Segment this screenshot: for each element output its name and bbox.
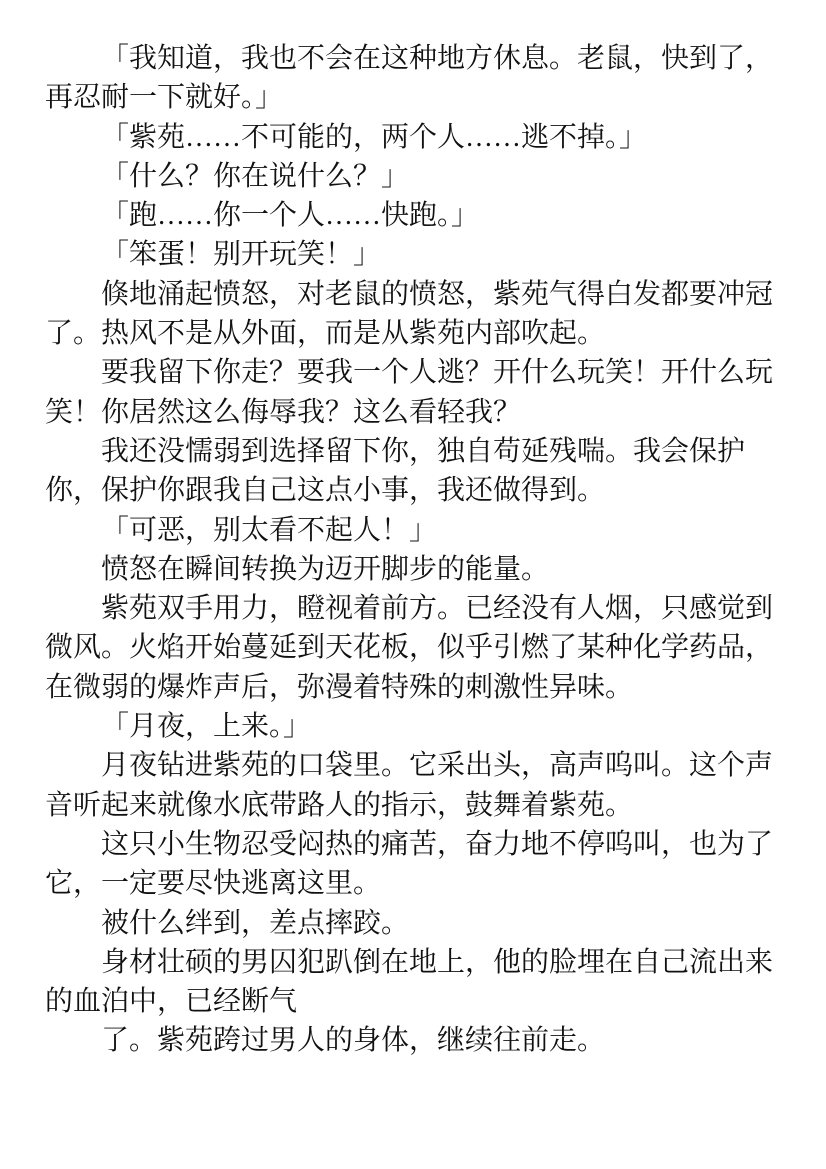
paragraph: 月夜钻进紫苑的口袋里。它采出头，高声呜叫。这个声音听起来就像水底带路人的指示，鼓舞着紫苑。 bbox=[45, 750, 774, 821]
paragraph: 被什么绊到，差点摔跤。 bbox=[101, 907, 410, 939]
paragraph: 「紫苑……不可能的，两个人……逃不掉。」 bbox=[101, 121, 648, 153]
paragraph: 「可恶，别太看不起人！」 bbox=[101, 514, 438, 546]
paragraph: 「什么？你在说什么？」 bbox=[101, 160, 410, 192]
paragraph: 要我留下你走？要我一个人逃？开什么玩笑！开什么玩笑！你居然这么侮辱我？这么看轻我？ bbox=[45, 357, 774, 428]
paragraph: 「我知道，我也不会在这种地方休息。老鼠，快到了，再忍耐一下就好。」 bbox=[45, 43, 774, 114]
paragraph: 我还没懦弱到选择留下你，独自苟延残喘。我会保护你，保护你跟我自己这点小事，我还做得到。 bbox=[45, 435, 746, 507]
paragraph: 倏地涌起愤怒，对老鼠的愤怒，紫苑气得白发都要冲冠了。热风不是从外面，而是从紫苑内部吹起。 bbox=[45, 278, 774, 350]
paragraph: 紫苑双手用力，瞪视着前方。已经没有人烟，只感觉到微风。火焰开始蔓延到天花板，似乎引燃了某种化学药品，在微弱的爆炸声后，弥漫着特殊的刺激性异味。 bbox=[45, 593, 774, 703]
paragraph: 了。紫苑跨过男人的身体，继续往前走。 bbox=[101, 1025, 606, 1057]
text-content bbox=[45, 39, 775, 1061]
paragraph: 愤怒在瞬间转换为迈开脚步的能量。 bbox=[101, 553, 550, 585]
paragraph: 「月夜，上来。」 bbox=[101, 711, 312, 743]
paragraph: 这只小生物忍受闷热的痛苦，奋力地不停呜叫，也为了它，一定要尽快逃离这里。 bbox=[45, 828, 774, 900]
paragraph: 身材壮硕的男囚犯趴倒在地上，他的脸埋在自己流出来的血泊中，已经断气 bbox=[45, 946, 774, 1018]
paragraph: 「跑……你一个人……快跑。」 bbox=[101, 200, 480, 232]
paragraph: 「笨蛋！别开玩笑！」 bbox=[101, 239, 382, 271]
